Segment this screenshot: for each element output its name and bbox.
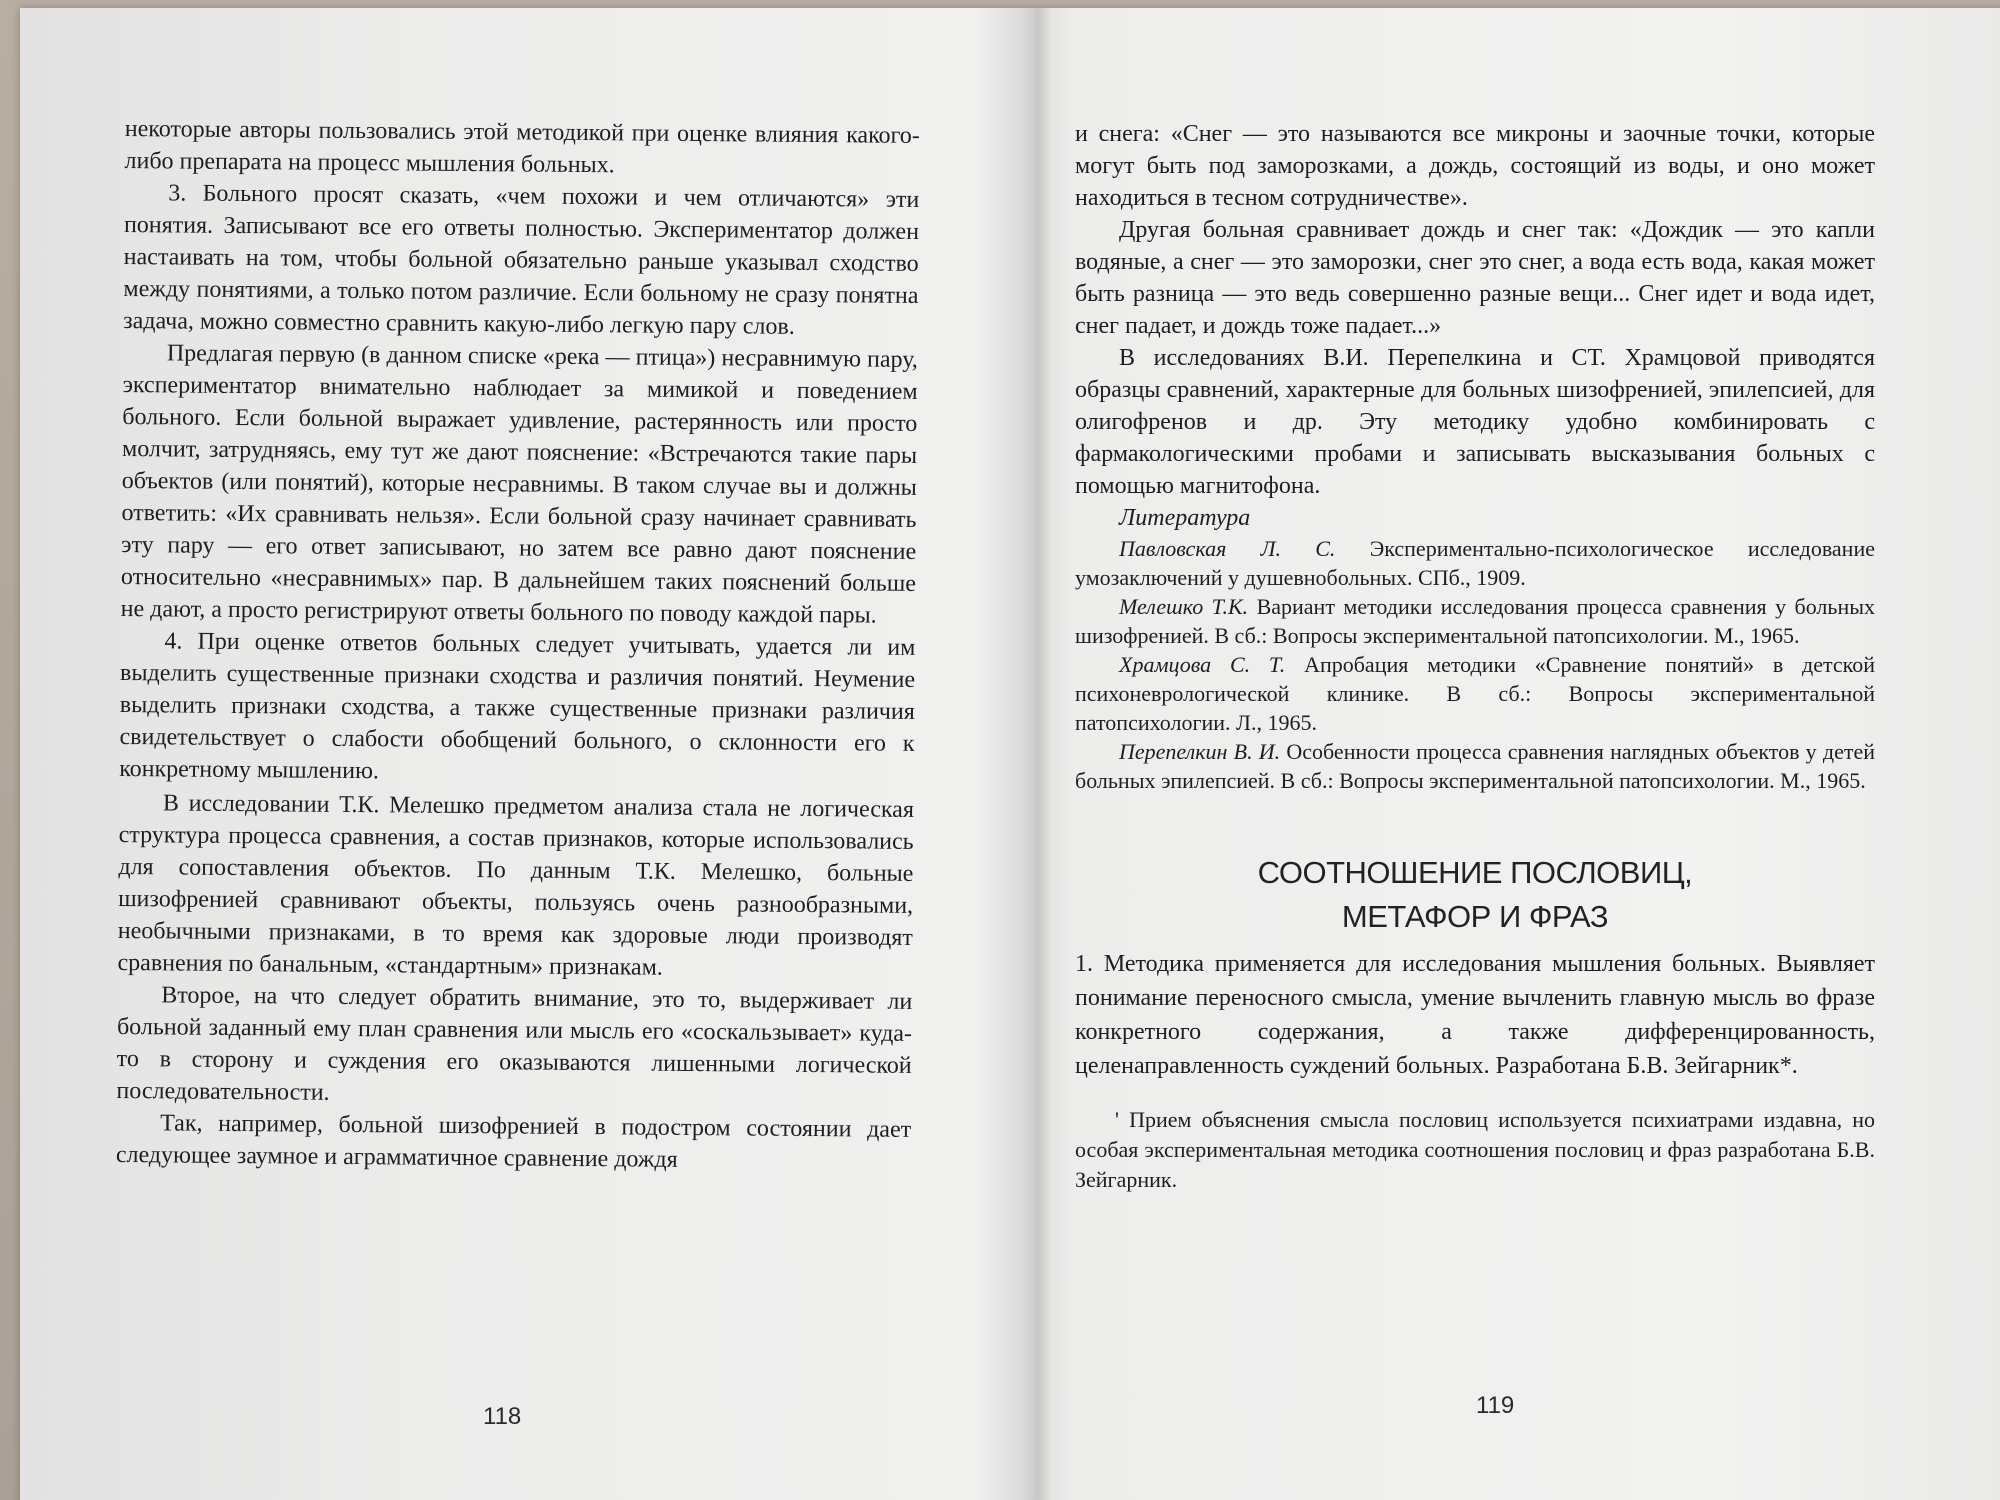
literature-list	[1075, 534, 1875, 795]
literature-author: Павловская Л. С.	[1119, 536, 1336, 561]
page-number-left: 118	[483, 1403, 522, 1430]
page-number-right: 119	[1476, 1392, 1515, 1419]
paragraph: Другая больная сравнивает дождь и снег так: «Дождик — это капли водяные, а снег — это заморозки, снег это снег, а вода есть вода, какая может быть разница — это ведь совершенно разные вещи... Снег идет и вода идет, снег падает, и дождь тоже падает...»	[1075, 217, 1875, 339]
literature-author: Храмцова С. Т.	[1119, 652, 1286, 677]
paragraph: 1. Методика применяется для исследования мышления больных. Выявляет понимание переносного смысла, умение вычленить главную мысль во фразе конкретного содержания, а также дифференцированность, целенаправленность суждений больных. Разработана Б.В. Зейгарник*.	[1075, 951, 1875, 1079]
book-spread	[20, 8, 2000, 1500]
paragraph: Так, например, больной шизофренией в подостром состоянии дает следующее заумное и аграмматичное сравнение дождя	[115, 1110, 912, 1173]
book-gutter	[1025, 8, 1051, 1500]
literature-author: Мелешко Т.К.	[1119, 594, 1249, 619]
section-body	[1075, 947, 1875, 1083]
section-title-line: СООТНОШЕНИЕ ПОСЛОВИЦ,	[1257, 855, 1693, 890]
paragraph: В исследовании Т.К. Мелешко предметом анализа стала не логическая структура процесса сравнения, а состав признаков, которые использовались для сопоставления объектов. По данным Т.К. Мелешко, больные шизофренией сравнивают объекты, пользуясь очень разнообразными, необычными признаками, в то время как здоровые люди производят сравнения по банальным, «стандартным» признакам.	[117, 790, 915, 981]
literature-text: Апробация методики «Сравнение понятий» в детской психоневрологической клинике. В сб.: Вопросы экспериментальной патопсихологии. Л., 1965.	[1075, 652, 1876, 735]
literature-text: Особенности процесса сравнения наглядных объектов у детей больных эпилепсией. В сб.: Вопросы экспериментальной патопсихологии. М., 1965.	[1075, 739, 1875, 793]
paragraph: некоторые авторы пользовались этой методикой при оценке влияния какого-либо препарата на процесс мышления больных.	[124, 115, 920, 179]
literature-author: Перепелкин В. И.	[1119, 739, 1281, 764]
paragraph: и снега: «Снег — это называются все микроны и заочные точки, которые могут быть под заморозками, а дождь, состоящий из воды, и оно может находиться в тесном сотрудничестве».	[1075, 121, 1875, 211]
literature-entry	[1075, 737, 1875, 795]
literature-text: Экспериментально-психологическое исследование умозаключений у душевнобольных. СПб., 1909.	[1075, 536, 1875, 590]
literature-entry	[1075, 650, 1875, 737]
paragraph: 4. При оценке ответов больных следует учитывать, удается ли им выделить существенные признаки сходства и различия понятий. Неумение выделить признаки сходства, а также существенные признаки различия свидетельствует о слабости обобщений больного, о склонности его к конкретному мышлению.	[119, 628, 916, 785]
section-title	[1075, 851, 1875, 939]
show-through-left	[950, 108, 1010, 608]
section-title-line: МЕТАФОР И ФРАЗ	[1341, 899, 1609, 934]
literature-entry	[1075, 534, 1875, 592]
literature-text: Вариант методики исследования процесса сравнения у больных шизофренией. В сб.: Вопросы экспериментальной патопсихологии. М., 1965.	[1075, 594, 1875, 648]
literature-entry	[1075, 592, 1875, 650]
left-page	[116, 113, 920, 1178]
paragraph: Второе, на что следует обратить внимание, это то, выдерживает ли больной заданный ему план сравнения или мысль его «соскальзывает» куда-то в сторону и суждения его оказываются лишенными логической последовательности.	[116, 982, 913, 1106]
right-page	[1075, 118, 1875, 1195]
literature-heading: Литература	[1119, 505, 1251, 531]
paragraph: В исследованиях В.И. Перепелкина и СТ. Храмцовой приводятся образцы сравнений, характерные для больных шизофренией, эпилепсией, для олигофренов и др. Эту методику удобно комбинировать с фармакологическими пробами и записывать высказывания больных с помощью магнитофона.	[1075, 345, 1875, 499]
footnote-text: ' Прием объяснения смысла пословиц используется психиатрами издавна, но особая экспериментальная методика соотношения пословиц и фраз разработана Б.В. Зейгарник.	[1075, 1107, 1875, 1192]
footnote	[1075, 1105, 1875, 1195]
paragraph: Предлагая первую (в данном списке «река — птица») несравнимую пару, экспериментатор внимательно наблюдает за мимикой и поведением больного. Если больной выражает удивление, растерянность или просто молчит, затрудняясь, ему тут же дают пояснение: «Встречаются такие пары объектов (или понятий), которые несравнимы. В таком случае вы и должны ответить: «Их сравнивать нельзя». Если больной сразу начинает сравнивать эту пару — его ответ записывают, но затем все равно дают пояснение относительно «несравнимых» пар. В дальнейшем таких пояснений больше не дают, а просто регистрируют ответы больного по поводу каждой пары.	[120, 340, 918, 629]
paragraph: 3. Больного просят сказать, «чем похожи и чем отличаются» эти понятия. Записывают все его ответы полностью. Экспериментатор должен настаивать на том, чтобы больной обязательно раньше указывал сходство между понятиями, а только потом различие. Если больному не сразу понятна задача, можно совместно сравнить какую-либо легкую пару слов.	[123, 180, 920, 340]
